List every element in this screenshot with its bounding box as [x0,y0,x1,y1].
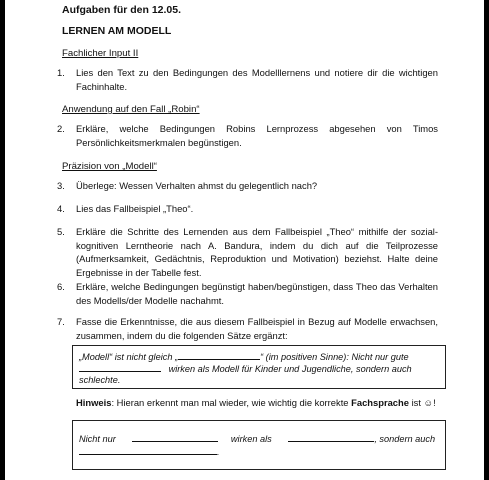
box2-blank-3[interactable] [79,445,217,455]
section-anwendung: Anwendung auf den Fall „Robin“ [62,104,200,115]
task-4-text: Lies das Fallbeispiel „Theo“. [76,203,194,214]
task-2-number: 2. [57,123,65,134]
box2-blank-2[interactable] [288,432,374,442]
box1-text-1: „Modell“ ist nicht gleich „ [79,352,179,362]
task-7-number: 7. [57,316,65,327]
hint-text-2: ist ☺! [408,397,436,408]
worksheet-page [5,0,484,480]
box1-text-4: schlechte. [79,375,121,385]
box1-text-3: wirken als Modell für Kinder und Jugendliche, sondern auch [168,364,412,374]
box1-line-2 [79,362,412,376]
task-7-text: Fasse die Erkenntnisse, die aus diesem Fallbeispiel in Bezug auf Modelle erwachsen, zusammen, indem du die folgenden Sätze ergänzt: [76,316,438,341]
box2-text-3: , sondern auch [374,434,436,444]
task-3-number: 3. [57,180,65,191]
task-5-text: Erkläre die Schritte des Lernenden aus dem Fallbeispiel „Theo“ mithilfe der sozial-kognitiven Lerntheorie nach A. Bandura, indem du dich auf die Teilprozesse (Aufmerksamkeit, Gedächtnis, Reproduktion und Motivation) beziehst. Halte deine Ergebnisse in der Tabelle fest. [76,226,438,278]
box1-blank-2[interactable] [79,362,161,372]
box2-text-1: Nicht nur [79,434,116,444]
hint-text-1: : Hieran erkennt man mal wieder, wie wichtig die korrekte [111,397,352,408]
box2-line-1 [79,432,435,446]
task-1-text: Lies den Text zu den Bedingungen des Modelllernens und notiere dir die wichtigen Fachinhalte. [76,67,438,92]
box2-line-2 [79,445,220,459]
hint-label: Hinweis [76,397,112,408]
task-3-text: Überlege: Wessen Verhalten ahmst du gelegentlich nach? [76,180,318,191]
hint-line [76,397,436,408]
date-title: Aufgaben für den 12.05. [62,4,182,16]
task-2-text: Erkläre, welche Bedingungen Robins Lernprozess abgesehen von Timos Persönlichkeitsmerkmalen begünstigen. [76,123,438,148]
box2-text-2: wirken als [230,434,272,444]
task-1-number: 1. [57,67,65,78]
box2-blank-1[interactable] [132,432,218,442]
fill-in-box-1 [72,345,446,389]
task-6-text: Erkläre, welche Bedingungen begünstigt haben/begünstigen, dass Theo das Verhalten des Modells/der Modelle nachahmt. [76,281,438,306]
main-title: LERNEN AM MODELL [62,25,172,37]
hint-bold-term: Fachsprache [351,397,409,408]
box1-text-2: “ (im positiven Sinne): Nicht nur gute [260,352,409,362]
box1-blank-1[interactable] [178,350,260,360]
section-fachlicher-input: Fachlicher Input II [62,48,139,59]
task-4-number: 4. [57,203,65,214]
fill-in-box-2 [72,420,446,470]
task-6-number: 6. [57,281,65,292]
box2-text-4: . [217,447,220,457]
task-5-number: 5. [57,226,65,237]
section-praezision: Präzision von „Modell“ [62,161,157,172]
